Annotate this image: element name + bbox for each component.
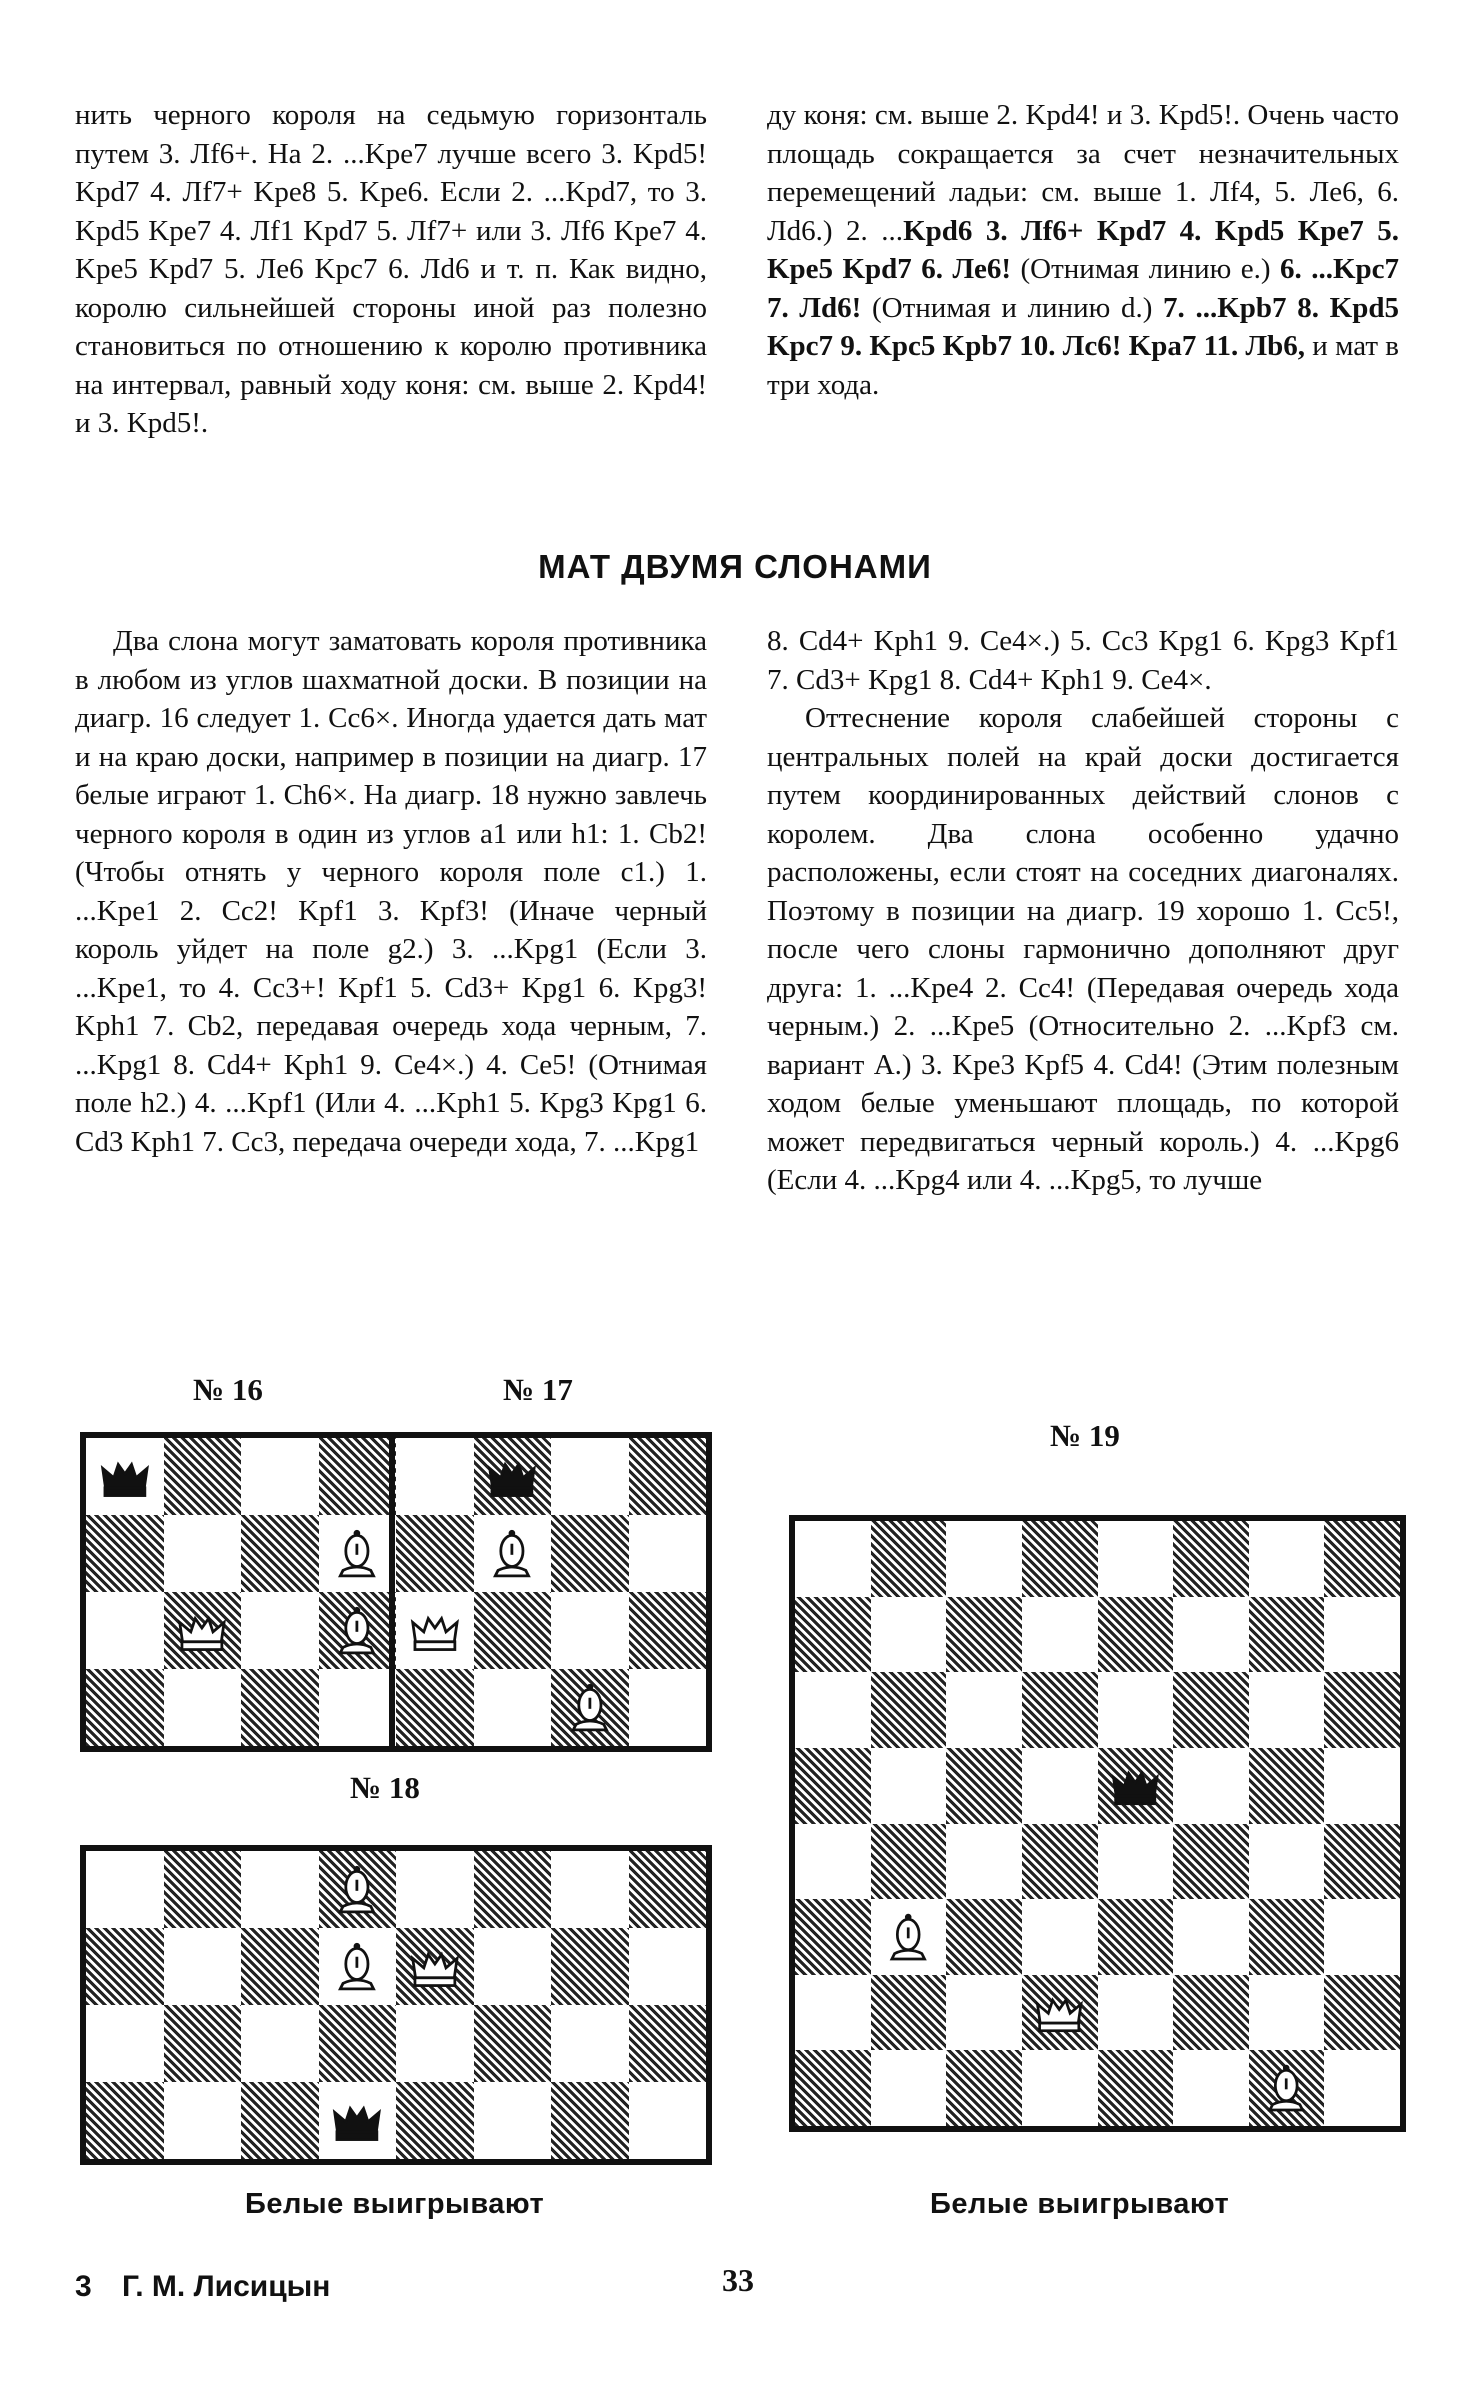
diagram-19-square xyxy=(1249,2050,1325,2126)
white-king-icon xyxy=(396,1592,474,1669)
diagram-16-label: № 16 xyxy=(193,1372,263,1407)
diagram-18-square xyxy=(551,1851,629,1928)
diagram-19-square xyxy=(1173,1824,1249,1900)
white-king-icon xyxy=(1022,1975,1098,2051)
signature-number: 3 xyxy=(75,2270,92,2303)
diagram-19-square xyxy=(871,1748,947,1824)
diagram-16-17-square xyxy=(319,1669,397,1746)
diagram-19-square xyxy=(1249,1824,1325,1900)
diagram-18-square xyxy=(551,1928,629,2005)
diagram-16-17-square xyxy=(474,1669,552,1746)
diagram-18-square xyxy=(241,1851,319,1928)
diagram-19-square xyxy=(871,1824,947,1900)
diagram-19-square xyxy=(1249,1597,1325,1673)
diagram-18-square xyxy=(474,2082,552,2159)
diagram-19-square xyxy=(946,1521,1022,1597)
diagram-16-17-square xyxy=(164,1669,242,1746)
diagram-19-square xyxy=(1098,1521,1174,1597)
diagram-19-square xyxy=(1022,1597,1098,1673)
diagram-19-square xyxy=(946,2050,1022,2126)
diagram-19-square xyxy=(1173,2050,1249,2126)
diagram-18-square xyxy=(164,2082,242,2159)
diagram-19-square xyxy=(1022,2050,1098,2126)
diagram-19-square xyxy=(1249,1899,1325,1975)
diagram-16-17-square xyxy=(629,1438,707,1515)
diagram-18-square xyxy=(86,1928,164,2005)
diagram-18-square xyxy=(319,2005,397,2082)
diagram-18-square xyxy=(319,1851,397,1928)
diagram-19-square xyxy=(1249,1975,1325,2051)
right-paragraph-2: Оттеснение короля слабейшей стороны с центральных полей на край доски достигается путем координированных действий слонов с королем. Два слона особенно удачно расположены, если стоят на соседних диагоналях. Поэтому в позиции на диагр. 19 хорошо 1. Cc5!, после чего слоны гармонично дополняют друг друга: 1. ...Kpe4 2. Cc4! (Передавая очередь хода черным.) 2. ...Kpe5 (Относительно 2. ...Kpf3 см. вариант А.) 3. Kpe3 Kpf5 4. Cd4! (Этим полезным ходом белые уменьшают площадь, по которой может передвигаться черный король.) 4. ...Kpg6 (Если 4. ...Kpg4 или 4. ...Kpg5, то лучше xyxy=(767,702,1399,1196)
diagram-16-17-square xyxy=(551,1592,629,1669)
top-right-column xyxy=(767,96,1399,404)
diagram-19-square xyxy=(871,1899,947,1975)
top-right-part-e: (Отнимая и линию d.) xyxy=(861,291,1164,324)
diagram-17-label: № 17 xyxy=(503,1372,573,1407)
diagram-19-square xyxy=(1022,1748,1098,1824)
diagram-18-square xyxy=(551,2005,629,2082)
right-column xyxy=(767,622,1399,1200)
diagram-19-square xyxy=(871,1975,947,2051)
diagram-16-17-square xyxy=(241,1438,319,1515)
diagram-18-square xyxy=(629,2005,707,2082)
diagram-19-square xyxy=(946,1824,1022,1900)
white-bishop-icon xyxy=(319,1592,397,1669)
diagram-18-square xyxy=(629,2082,707,2159)
diagram-16-17-square xyxy=(164,1515,242,1592)
caption-right: Белые выигрывают xyxy=(930,2188,1230,2220)
diagram-16-17-square xyxy=(629,1592,707,1669)
diagram-16-17-square xyxy=(241,1669,319,1746)
diagram-18-square xyxy=(396,1928,474,2005)
diagram-19-square xyxy=(1173,1748,1249,1824)
white-bishop-icon xyxy=(871,1899,947,1975)
diagram-18-square xyxy=(164,1928,242,2005)
diagram-19-square xyxy=(1324,2050,1400,2126)
diagram-19-square xyxy=(871,1672,947,1748)
diagram-19-square xyxy=(1173,1521,1249,1597)
diagram-18-square xyxy=(86,2082,164,2159)
diagram-18-square xyxy=(86,1851,164,1928)
diagram-19-square xyxy=(1324,1899,1400,1975)
diagram-18-square xyxy=(241,2005,319,2082)
diagram-18-square xyxy=(629,1851,707,1928)
diagram-19-square xyxy=(795,1597,871,1673)
white-bishop-icon xyxy=(319,1928,397,2005)
diagram-19-square xyxy=(1173,1899,1249,1975)
diagram-19-square xyxy=(1324,1597,1400,1673)
top-right-part-c: (Отнимая линию e.) xyxy=(1011,253,1280,285)
diagram-19-square xyxy=(1098,1824,1174,1900)
diagram-16-17-square xyxy=(629,1515,707,1592)
diagram-16-17-square xyxy=(396,1438,474,1515)
diagram-18-label: № 18 xyxy=(350,1770,420,1805)
diagram-19-label: № 19 xyxy=(1050,1418,1120,1453)
diagram-19-square xyxy=(1098,1672,1174,1748)
diagram-16-17-square xyxy=(86,1515,164,1592)
diagram-19-square xyxy=(795,1899,871,1975)
diagram-16-17-square xyxy=(319,1438,397,1515)
diagram-18-square xyxy=(474,2005,552,2082)
diagram-16-17-square xyxy=(474,1438,552,1515)
top-right-part-b: Kpd6 3. Лf6+ Kpd7 4. Kpd5 Kpe7 5. Kpe5 Kpd7 6. Лe6! xyxy=(767,214,1400,285)
diagram-19-square xyxy=(946,1597,1022,1673)
diagram-18-square xyxy=(629,1928,707,2005)
caption-left: Белые выигрывают xyxy=(245,2188,545,2220)
diagram-18-grid xyxy=(86,1851,706,2159)
diagram-16-17-square xyxy=(396,1669,474,1746)
top-right-part-g: и мат в три хода. xyxy=(767,330,1399,401)
diagram-16-17-square xyxy=(319,1592,397,1669)
diagram-19-square xyxy=(795,1748,871,1824)
diagram-19-square xyxy=(1022,1521,1098,1597)
diagram-19-square xyxy=(1022,1672,1098,1748)
diagram-19-square xyxy=(1249,1521,1325,1597)
diagram-19-square xyxy=(1098,2050,1174,2126)
black-king-icon xyxy=(1098,1748,1174,1824)
diagram-18-square xyxy=(474,1851,552,1928)
top-right-part-a: ду коня: см. выше 2. Kpd4! и 3. Kpd5!. Очень часто площадь сокращается за счет незначительных перемещений ладьи: см. выше 1. Лf4, 5. Лe6, 6. Лd6.) 2. ... xyxy=(767,99,1399,247)
diagram-16-17-square xyxy=(629,1669,707,1746)
diagram-19-square xyxy=(871,1521,947,1597)
author-name: Г. М. Лисицын xyxy=(122,2270,331,2303)
diagram-16-17-square xyxy=(396,1515,474,1592)
page-number: 33 xyxy=(722,2262,754,2298)
diagram-16-17-square xyxy=(551,1515,629,1592)
diagram-19-square xyxy=(1249,1748,1325,1824)
diagram-18-square xyxy=(164,1851,242,1928)
diagram-19-square xyxy=(1022,1824,1098,1900)
top-right-part-f: 7. ...Kpb7 8. Kpd5 Kpc7 9. Kpc5 Kpb7 10. Лc6! Kpa7 11. Лb6, xyxy=(767,291,1399,362)
diagram-19-square xyxy=(1098,1975,1174,2051)
white-bishop-icon xyxy=(1249,2050,1325,2126)
diagram-18-square xyxy=(319,1928,397,2005)
diagram-19-square xyxy=(871,1597,947,1673)
right-paragraph-1: 8. Cd4+ Kph1 9. Ce4×.) 5. Cc3 Kpg1 6. Kpg3 Kpf1 7. Cd3+ Kpg1 8. Cd4+ Kph1 9. Ce4×. xyxy=(767,625,1399,696)
top-right-text xyxy=(767,96,1399,404)
diagram-16-17-square xyxy=(241,1592,319,1669)
diagram-18-square xyxy=(319,2082,397,2159)
diagram-19-square xyxy=(1098,1899,1174,1975)
diagram-19-square xyxy=(1324,1521,1400,1597)
diagram-19-square xyxy=(795,1521,871,1597)
diagram-19-square xyxy=(1022,1899,1098,1975)
diagram-16-17-grid xyxy=(86,1438,706,1746)
diagram-19-square xyxy=(795,2050,871,2126)
diagram-19-grid xyxy=(795,1521,1400,2126)
diagram-19-square xyxy=(795,1672,871,1748)
diagram-16-17-square xyxy=(164,1438,242,1515)
white-bishop-icon xyxy=(551,1669,629,1746)
diagram-16-17-square xyxy=(551,1669,629,1746)
diagram-16-17-square xyxy=(241,1515,319,1592)
diagram-16-17-square xyxy=(396,1592,474,1669)
white-king-icon xyxy=(164,1592,242,1669)
diagram-16-17-square xyxy=(86,1592,164,1669)
left-column xyxy=(75,622,707,1161)
diagram-18-square xyxy=(396,2005,474,2082)
diagram-16-17-square xyxy=(86,1438,164,1515)
diagram-19-square xyxy=(1324,1748,1400,1824)
white-bishop-icon xyxy=(474,1515,552,1592)
diagram-16-17-square xyxy=(474,1592,552,1669)
black-king-icon xyxy=(474,1438,552,1515)
diagram-18-square xyxy=(241,1928,319,2005)
diagram-18-square xyxy=(86,2005,164,2082)
diagram-16-17-square xyxy=(551,1438,629,1515)
diagram-19-square xyxy=(1098,1597,1174,1673)
diagram-19-square xyxy=(871,2050,947,2126)
diagram-19-square xyxy=(1249,1672,1325,1748)
diagram-16-17-square xyxy=(474,1515,552,1592)
black-king-icon xyxy=(86,1438,164,1515)
section-title: МАТ ДВУМЯ СЛОНАМИ xyxy=(538,548,932,585)
diagram-18-board xyxy=(80,1845,712,2165)
diagram-19-square xyxy=(795,1975,871,2051)
diagram-18-square xyxy=(396,2082,474,2159)
diagram-19-square xyxy=(1173,1672,1249,1748)
white-bishop-icon xyxy=(319,1851,397,1928)
diagram-16-17-board xyxy=(80,1432,712,1752)
diagram-19-square xyxy=(795,1824,871,1900)
diagram-19-square xyxy=(1022,1975,1098,2051)
diagram-18-square xyxy=(551,2082,629,2159)
white-bishop-icon xyxy=(319,1515,397,1592)
black-king-icon xyxy=(319,2082,397,2159)
diagram-16-17-square xyxy=(319,1515,397,1592)
top-left-text: нить черного короля на седьмую горизонталь путем 3. Лf6+. На 2. ...Kpe7 лучше всего 3. Kpd5! Kpd7 4. Лf7+ Kpe8 5. Kpe6. Если 2. ...Kpd7, то 3. Kpd5 Kpe7 4. Лf1 Kpd7 5. Лf7+ или 3. Лf6 Kpe7 4. Kpe5 Kpd7 5. Лe6 Kpc7 6. Лd6 и т. п. Как видно, королю сильнейшей стороны иной раз полезно становиться по отношению к королю противника на интервал, равный ходу коня: см. выше 2. Kpd4! и 3. Kpd5!. xyxy=(75,99,707,439)
diagram-19-square xyxy=(946,1975,1022,2051)
diagram-18-square xyxy=(396,1851,474,1928)
diagram-19-square xyxy=(1324,1975,1400,2051)
diagram-19-square xyxy=(1098,1748,1174,1824)
diagram-19-square xyxy=(946,1748,1022,1824)
diagram-19-board xyxy=(789,1515,1406,2132)
diagram-divider xyxy=(389,1432,395,1752)
diagram-19-square xyxy=(946,1672,1022,1748)
white-king-icon xyxy=(396,1928,474,2005)
diagram-18-square xyxy=(474,1928,552,2005)
diagram-18-square xyxy=(241,2082,319,2159)
left-paragraph: Два слона могут заматовать короля противника в любом из углов шахматной доски. В позиции на диагр. 16 следует 1. Cc6×. Иногда удается дать мат и на краю доски, например в позиции на диагр. 17 белые играют 1. Ch6×. На диагр. 18 нужно завлечь черного короля в один из углов a1 или h1: 1. Cb2! (Чтобы отнять у черного короля поле c1.) 1. ...Kpe1 2. Cc2! Kpf1 3. Kpf3! (Иначе черный король уйдет на поле g2.) 3. ...Kpg1 (Если 3. ...Kpe1, то 4. Cc3+! Kpf1 5. Cd3+ Kpg1 6. Kpg3! Kph1 7. Cb2, передавая очередь хода черным, 7. ...Kpg1 8. Cd4+ Kph1 9. Ce4×.) 4. Ce5! (Отнимая поле h2.) 4. ...Kpf1 (Или 4. ...Kph1 5. Kpg3 Kpg1 6. Cd3 Kph1 7. Cc3, передача очереди хода, 7. ...Kpg1 xyxy=(75,625,707,1158)
top-right-part-d: 6. ...Kpc7 7. Лd6! xyxy=(767,253,1399,324)
diagram-19-square xyxy=(946,1899,1022,1975)
diagram-16-17-square xyxy=(86,1669,164,1746)
diagram-18-square xyxy=(164,2005,242,2082)
diagram-19-square xyxy=(1324,1672,1400,1748)
diagram-19-square xyxy=(1324,1824,1400,1900)
diagram-19-square xyxy=(1173,1975,1249,2051)
diagram-19-square xyxy=(1173,1597,1249,1673)
top-left-column xyxy=(75,96,707,443)
diagram-16-17-square xyxy=(164,1592,242,1669)
